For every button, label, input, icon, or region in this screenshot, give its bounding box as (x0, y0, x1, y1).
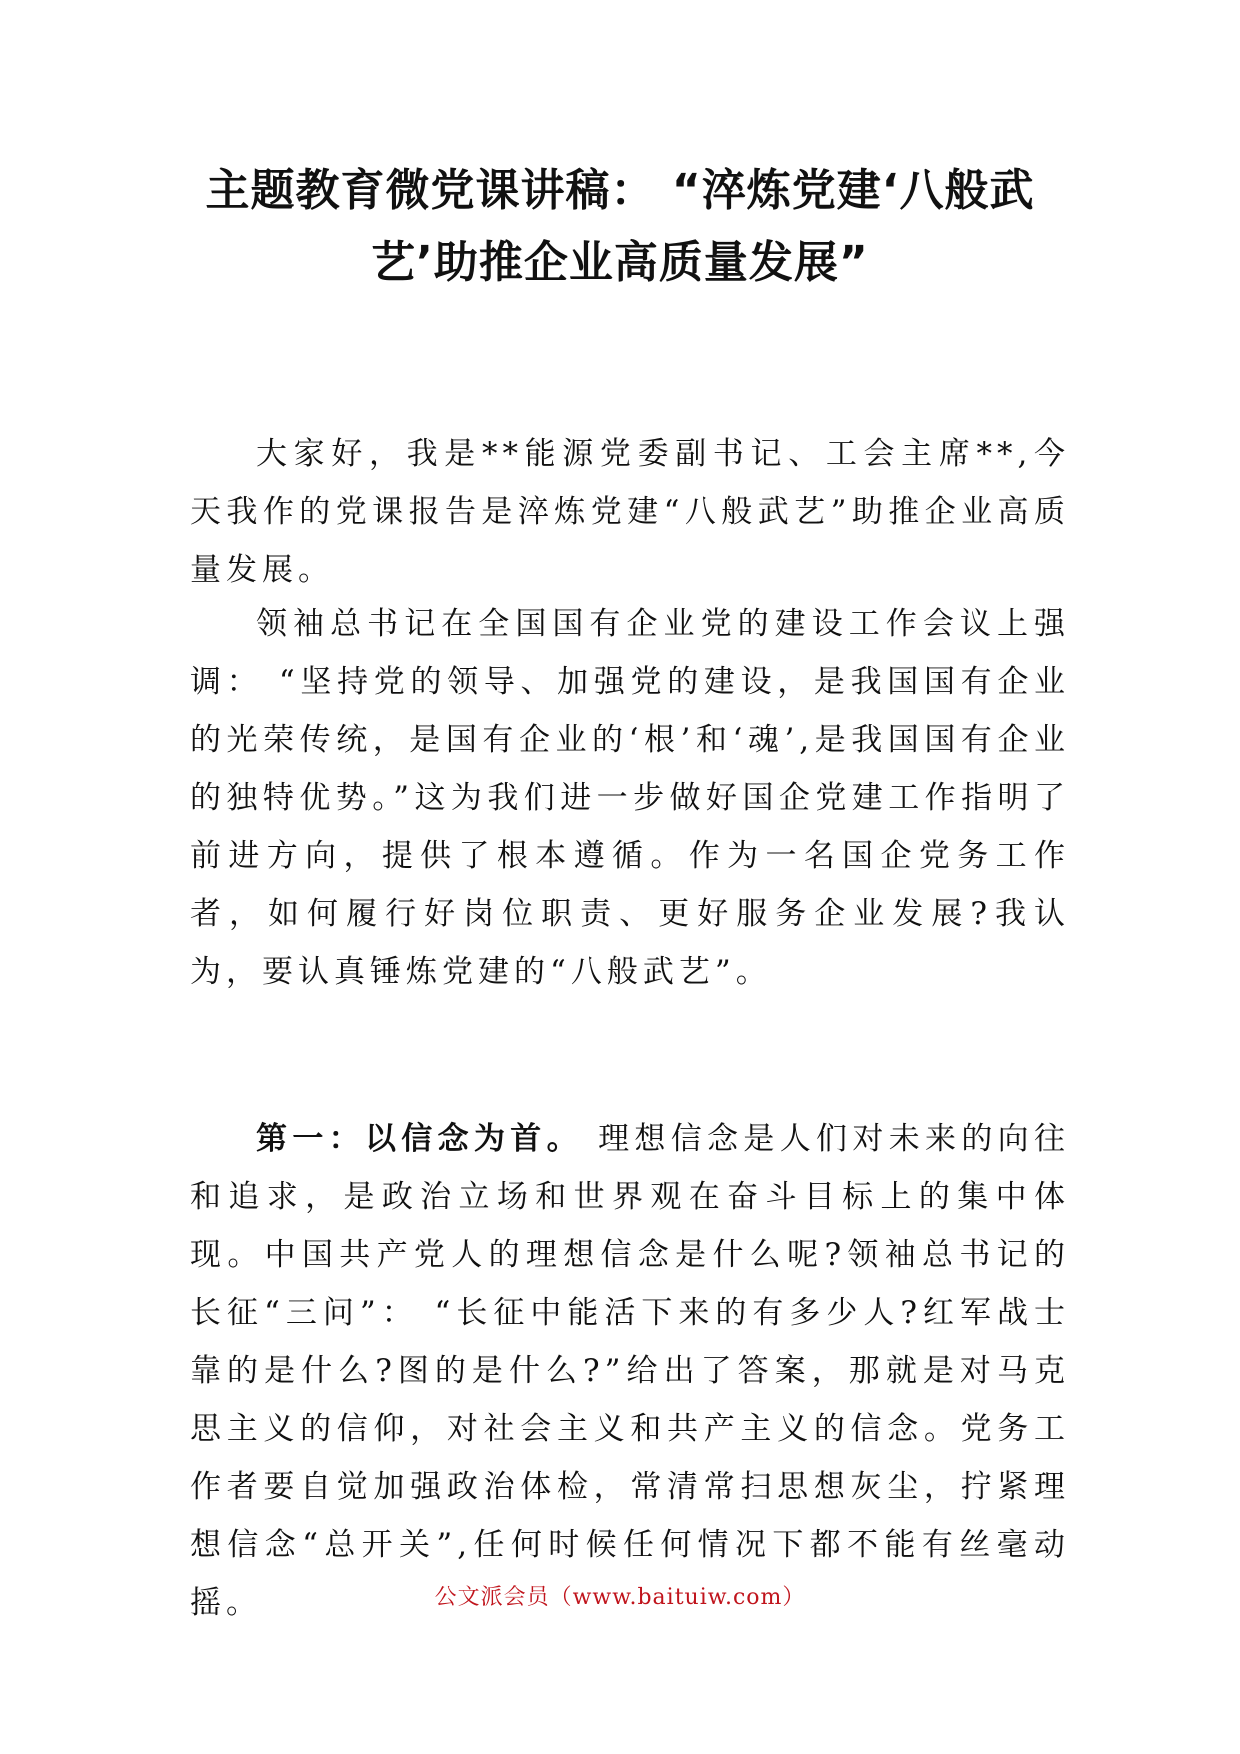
title-line-1: 主题教育微党课讲稿： “淬炼党建‘八般武 (205, 165, 1035, 216)
paragraph-first-point (190, 1110, 1070, 1632)
paragraph-quote (190, 595, 1070, 1001)
footer-watermark: 公文派会员（www.baituiw.com） (434, 1585, 806, 1610)
paragraph-text: 理想信念是人们对未来的向往和追求，是政治立场和世界观在奋斗目标上的集中体现。中国共产党人的理想信念是什么呢?领袖总书记的长征“三问”： “长征中能活下来的有多少人?红军战士靠的是什么?图的是什么?”给出了答案，那就是对马克思主义的信仰，对社会主义和共产主义的信念。党务工作者要自觉加强政治体检，常清常扫思想灰尘，拧紧理想信念“总开关”,任何时候任何情况下都不能有丝毫动摇。 (190, 1121, 1070, 1621)
paragraph-lead-heading: 第一：以信念为首。 (256, 1121, 583, 1157)
paragraph-text: 大家好，我是**能源党委副书记、工会主席**,今天我作的党课报告是淬炼党建“八般武艺”助推企业高质量发展。 (190, 436, 1070, 588)
document-title (190, 155, 1050, 299)
paragraph-greeting (190, 425, 1070, 599)
title-line-2: 艺’助推企业高质量发展” (371, 237, 869, 288)
paragraph-text: 领袖总书记在全国国有企业党的建设工作会议上强调： “坚持党的领导、加强党的建设，是我国国有企业的光荣传统，是国有企业的‘根’和‘魂’,是我国国有企业的独特优势。”这为我们进一步做好国企党建工作指明了前进方向，提供了根本遵循。作为一名国企党务工作者，如何履行好岗位职责、更好服务企业发展?我认为，要认真锤炼党建的“八般武艺”。 (190, 606, 1070, 990)
